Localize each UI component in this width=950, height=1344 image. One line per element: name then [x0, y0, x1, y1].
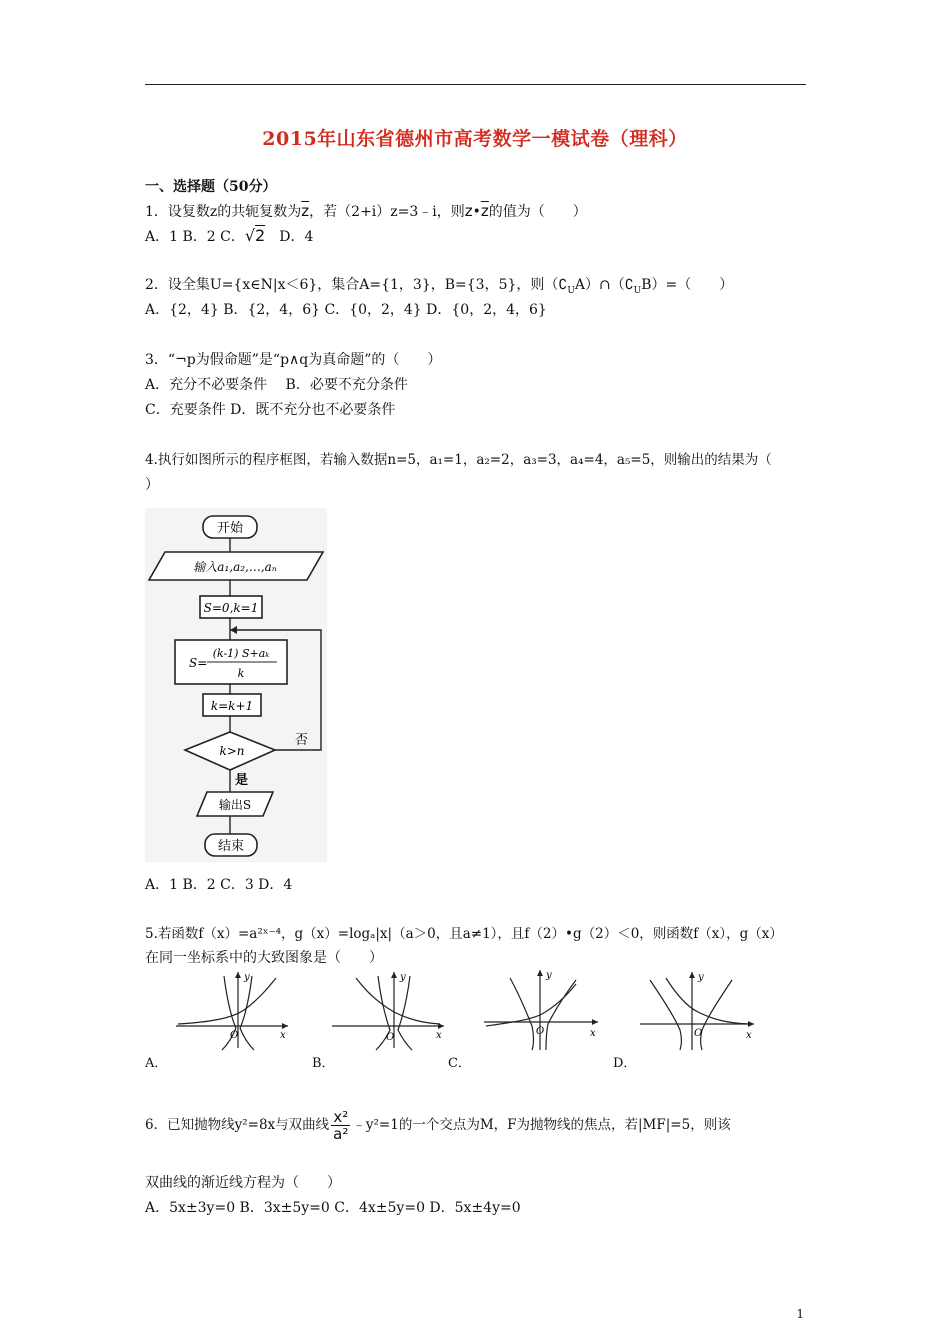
graph-d-origin: O [694, 1028, 703, 1039]
q3-options-cd: C．充要条件 D．既不充分也不必要条件 [145, 402, 396, 418]
q2-sub-u1: U [567, 285, 575, 296]
document-title: 2015年山东省德州市高考数学一模试卷（理科） [262, 128, 688, 150]
q2-text: 2．设全集U={x∈N|x＜6}，集合A={1，3}，B={3，5}，则（∁ [145, 277, 568, 293]
graph-d-caption: D． [613, 1056, 637, 1071]
graph-b-origin: O [386, 1032, 395, 1043]
q1-options-post: D．4 [265, 229, 314, 245]
flow-yes-label: 是 [235, 773, 249, 788]
q2-options: A．{2，4} B．{2，4，6} C．{0，2，4} D．{0，2，4，6} [145, 302, 547, 318]
graph-c-origin: O [536, 1026, 545, 1037]
q6-fraction [331, 1109, 350, 1142]
q4-options: A．1 B．2 C．3 D．4 [145, 877, 293, 893]
graph-option-c [480, 966, 604, 1052]
question-5: 5.若函数f（x）=a²ˣ⁻⁴，g（x）=logₐ|x|（a＞0，且a≠1），且f（2）•g（2）＜0，则函数f（x），g（x） [145, 926, 783, 942]
q6-options: A．5x±3y=0 B．3x±5y=0 C．4x±5y=0 D．5x±4y=0 [145, 1200, 521, 1216]
flow-formula-numerator: (k-1) S+aₖ [212, 647, 270, 660]
graph-d-x-label: x [746, 1030, 752, 1041]
flow-input-label: 输入a₁,a₂,…,aₙ [193, 560, 277, 574]
header-rule [145, 84, 806, 85]
graph-option-a [172, 968, 292, 1052]
q2-text-mid: A）∩（∁ [574, 277, 634, 293]
question-3: 3．“¬p为假命题”是“p∧q为真命题”的（ ） [145, 352, 442, 368]
graph-d-y-label: y [698, 972, 704, 983]
graph-b-x-label: x [436, 1030, 442, 1041]
page-number: 1 [796, 1307, 804, 1321]
graph-c-caption: C． [448, 1056, 471, 1071]
q2-text-end: B）=（ ） [641, 277, 734, 293]
graph-a-origin: O [230, 1030, 239, 1041]
q6-text-pre: 6．已知抛物线y²=8x与双曲线 [145, 1117, 330, 1133]
q1-conjugate-z: $\overline{z}$ [301, 202, 310, 220]
graph-a-x-label: x [280, 1030, 286, 1041]
graph-c-y-label: y [546, 970, 552, 981]
graph-option-d [636, 968, 760, 1052]
question-2 [145, 276, 733, 300]
flow-condition-label: k>n [219, 744, 245, 758]
q6-fraction-numerator: x² [331, 1109, 350, 1126]
q1-text-pre: 1．设复数z的共轭复数为 [145, 204, 302, 220]
q1-conjugate-z2: $\overline{z}$ [480, 202, 489, 220]
graph-c-x-label: x [590, 1028, 596, 1039]
graph-b-y-label: y [400, 972, 406, 983]
q1-text-mid: ，若（2+i）z=3﹣i，则 [309, 204, 465, 220]
flow-init-label: S=0,k=1 [203, 601, 259, 615]
q1-sqrt-value: 2 [255, 226, 266, 245]
q1-text-post: 的值为（ ） [488, 204, 587, 220]
flow-end-label: 结束 [217, 839, 245, 854]
graph-b-caption: B． [312, 1056, 335, 1071]
graph-a-caption: A． [145, 1056, 168, 1071]
flow-output-label: 输出S [218, 798, 252, 812]
flowchart [145, 508, 327, 862]
graph-option-b [328, 968, 448, 1052]
sqrt-icon: √ [244, 226, 256, 245]
q2-sub-u2: U [633, 285, 642, 296]
question-5-cont: 在同一坐标系中的大致图象是（ ） [145, 950, 383, 966]
flow-formula-denominator: k [237, 667, 245, 680]
question-4: 4.执行如图所示的程序框图，若输入数据n=5，a₁=1，a₂=2，a₃=3，a₄=4，a₅=5，则输出的结果为（ [145, 452, 772, 468]
flow-increment-label: k=k+1 [210, 699, 254, 713]
question-6 [145, 1106, 731, 1144]
q1-options-pre: A．1 B．2 C． [145, 229, 245, 245]
section-heading: 一、选择题（50分） [145, 179, 277, 195]
question-6-cont: 双曲线的渐近线方程为（ ） [145, 1175, 341, 1191]
q3-options-ab: A．充分不必要条件 B．必要不充分条件 [145, 377, 408, 393]
flow-no-label: 否 [295, 733, 309, 748]
question-1 [145, 202, 587, 221]
flow-start-label: 开始 [216, 521, 244, 536]
q6-fraction-denominator: a² [333, 1125, 349, 1143]
q1-options [145, 227, 313, 246]
q1-z: z [464, 202, 473, 220]
flow-formula-left: S= [189, 656, 208, 670]
question-4-cont: ） [145, 477, 159, 493]
q6-text-post: ﹣y²=1的一个交点为M，F为抛物线的焦点，若|MF|=5，则该 [352, 1117, 731, 1133]
q1-dot: • [472, 204, 481, 220]
graph-a-y-label: y [244, 972, 250, 983]
